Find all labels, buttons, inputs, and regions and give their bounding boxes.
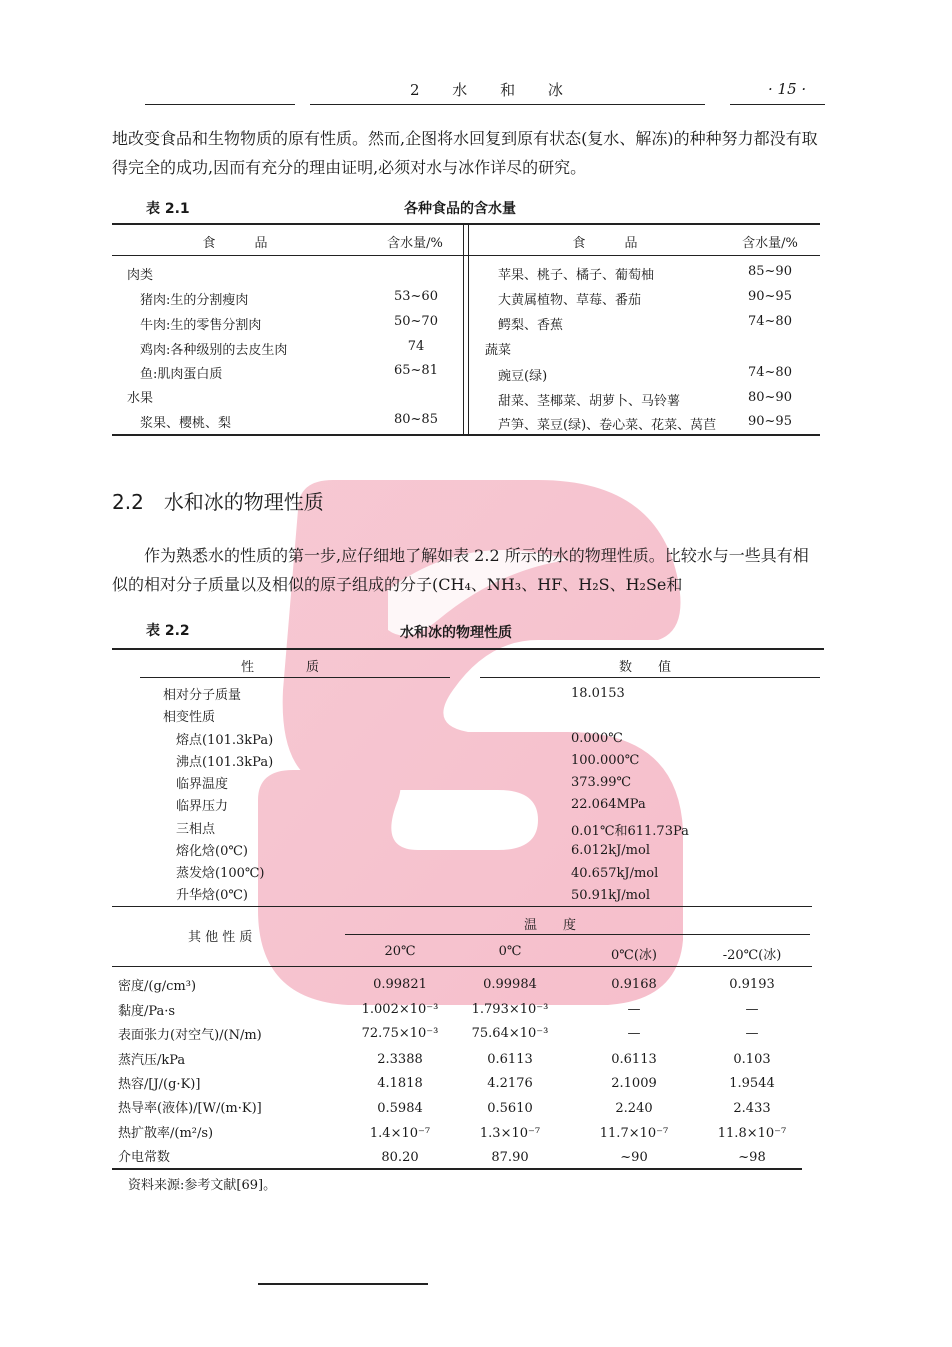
table2-other-value: ~98: [738, 1150, 766, 1165]
table2-prop-value: 40.657kJ/mol: [571, 866, 659, 881]
table1-header-water: 含水量/%: [742, 236, 798, 251]
table2-sub-rule: [112, 966, 812, 967]
table2-temp-col: -20℃(冰): [722, 948, 782, 963]
table2-other-value: 0.103: [733, 1052, 771, 1067]
table2-prop-value: 22.064MPa: [571, 797, 646, 812]
table2-other-value: 1.3×10⁻⁷: [479, 1126, 541, 1141]
table2-prop-value: 18.0153: [571, 686, 625, 701]
table2-header-rule: [480, 677, 820, 678]
table1-left-name: 鱼:肌肉蛋白质: [140, 367, 223, 382]
table2-other-value: 11.8×10⁻⁷: [717, 1126, 787, 1141]
table2-other-value: ~90: [620, 1150, 648, 1165]
table2-temp-col: 0℃(冰): [611, 948, 657, 963]
table2-other-value: 1.4×10⁻⁷: [369, 1126, 431, 1141]
table-footnote: 资料来源:参考文献[69]。: [128, 1178, 277, 1193]
table2-other-value: 4.1818: [377, 1076, 423, 1091]
table2-other-value: 2.433: [733, 1101, 771, 1116]
table2-other-value: 1.9544: [729, 1076, 775, 1091]
table2-other-value: 2.240: [615, 1101, 653, 1116]
table1-right-value: 74~80: [748, 365, 792, 380]
table2-other-name: 热容/[J/(g·K)]: [118, 1077, 201, 1092]
table1-right-name: 豌豆(绿): [498, 369, 548, 384]
table2-prop-name: 三相点: [176, 822, 216, 837]
table1-bottom-rule: [112, 434, 820, 436]
table2-other-value: 1.793×10⁻³: [471, 1002, 549, 1017]
header-rule: [310, 104, 705, 105]
table2-header-rule: [140, 677, 450, 678]
intro-paragraph: 地改变食品和生物物质的原有性质。然而,企图将水回复到原有状态(复水、解冻)的种种努力都没有取得完全的成功,因而有充分的理由证明,必须对水与冰作详尽的研究。: [112, 129, 818, 177]
table2-other-value: 2.1009: [611, 1076, 657, 1091]
table1-right-value: 74~80: [748, 314, 792, 329]
table2-prop-name: 熔化焓(0℃): [176, 844, 248, 859]
table2-other-name: 蒸汽压/kPa: [118, 1053, 186, 1068]
table1-right-value: 90~95: [748, 414, 792, 429]
table1-left-name: 肉类: [127, 268, 154, 283]
table1-right-name: 苹果、桃子、橘子、葡萄柚: [498, 268, 655, 283]
table1-right-value: 85~90: [748, 264, 792, 279]
table2-bottom-rule: [112, 1168, 802, 1170]
table1-right-name: 蔬菜: [485, 343, 512, 358]
section-heading: [112, 486, 324, 515]
table2-other-name: 密度/(g/cm³): [118, 979, 197, 994]
table1-right-name: 大黄属植物、草莓、番茄: [498, 293, 642, 308]
table2-other-value: 1.002×10⁻³: [361, 1002, 439, 1017]
table2-prop-name: 升华焓(0℃): [176, 888, 248, 903]
table1-left-value: 50~70: [394, 314, 438, 329]
table2-other-name: 热扩散率/(m²/s): [118, 1126, 214, 1141]
table2-other-value: —: [745, 1002, 759, 1017]
table2-other-value: —: [745, 1026, 759, 1041]
table2-other-value: 0.6113: [611, 1052, 657, 1067]
table1-divider: [463, 224, 469, 434]
table1-left-name: 牛肉:生的零售分割肉: [140, 318, 262, 333]
table2-other-value: 72.75×10⁻³: [361, 1026, 439, 1041]
table2-prop-name: 临界压力: [176, 799, 229, 814]
table2-prop-value: 0.000℃: [571, 731, 623, 746]
table1-left-name: 水果: [127, 391, 154, 406]
table2-prop-value: 6.012kJ/mol: [571, 843, 650, 858]
table1-right-value: 80~90: [748, 390, 792, 405]
header-rule: [730, 104, 825, 105]
table2-title: 水和冰的物理性质: [400, 625, 512, 641]
table2-other-value: 0.9168: [611, 977, 657, 992]
table2-other-name: 热导率(液体)/[W/(m·K)]: [118, 1101, 262, 1116]
table2-prop-name: 相对分子质量: [163, 688, 242, 703]
section-title: 水和冰的物理性质: [163, 490, 324, 514]
table1-left-value: 53~60: [394, 289, 438, 304]
section-number: 2.2: [112, 490, 144, 514]
table1-header-food: 食 品: [572, 236, 638, 251]
table2-temp-rule: [345, 934, 810, 935]
table2-other-value: —: [627, 1002, 641, 1017]
page-number: · 15 ·: [768, 80, 807, 98]
table2-other-name: 黏度/Pa·s: [118, 1004, 176, 1019]
table2-other-value: 0.99821: [373, 977, 427, 992]
table2-other-value: 4.2176: [487, 1076, 533, 1091]
table2-prop-value: 100.000℃: [571, 753, 640, 768]
table2-top-rule: [112, 648, 824, 650]
table2-temp-col: 20℃: [384, 944, 416, 959]
table1-left-value: 65~81: [394, 363, 438, 378]
table2-other-value: 75.64×10⁻³: [471, 1026, 549, 1041]
header-rule: [145, 104, 295, 105]
table2-other-value: 80.20: [381, 1150, 419, 1165]
table2-prop-name: 临界温度: [176, 777, 229, 792]
table2-other-value: 0.9193: [729, 977, 775, 992]
table2-other-header: 其 他 性 质: [188, 930, 253, 945]
table1-right-name: 甜菜、茎椰菜、胡萝卜、马铃薯: [498, 394, 681, 409]
table2-other-name: 介电常数: [118, 1150, 171, 1165]
scan-artifact-line: [258, 1283, 428, 1285]
table1-left-value: 80~85: [394, 412, 438, 427]
running-header-title: 2 水 和 冰: [410, 81, 577, 99]
table2-prop-name: 沸点(101.3kPa): [176, 755, 274, 770]
table2-other-value: —: [627, 1026, 641, 1041]
table2-other-value: 0.99984: [483, 977, 537, 992]
table1-label: 表 2.1: [146, 201, 190, 217]
table1-left-name: 浆果、樱桃、梨: [140, 416, 232, 431]
table2-mid-rule: [112, 906, 812, 907]
table2-temp-col: 0℃: [498, 944, 522, 959]
table2-prop-value: 0.01℃和611.73Pa: [571, 824, 689, 839]
table1-header-food: 食 品: [202, 236, 268, 251]
table1-left-name: 鸡肉:各种级别的去皮生肉: [140, 343, 288, 358]
table2-header-property: 性 质: [240, 660, 319, 675]
table1-left-name: 猪肉:生的分割瘦肉: [140, 293, 249, 308]
table1-right-value: 90~95: [748, 289, 792, 304]
table2-other-value: 11.7×10⁻⁷: [599, 1126, 669, 1141]
table2-other-name: 表面张力(对空气)/(N/m): [118, 1028, 262, 1043]
table2-other-value: 0.6113: [487, 1052, 533, 1067]
table2-other-value: 0.5610: [487, 1101, 533, 1116]
table1-right-name: 鳄梨、香蕉: [498, 318, 564, 333]
table2-prop-value: 373.99℃: [571, 775, 632, 790]
table2-prop-name: 相变性质: [163, 710, 216, 725]
table2-other-value: 87.90: [491, 1150, 529, 1165]
table2-other-value: 2.3388: [377, 1052, 423, 1067]
table2-temp-header: 温 度: [523, 918, 576, 933]
table2-other-value: 0.5984: [377, 1101, 423, 1116]
table2-prop-value: 50.91kJ/mol: [571, 888, 650, 903]
table2-prop-name: 熔点(101.3kPa): [176, 733, 274, 748]
table1-title: 各种食品的含水量: [404, 201, 516, 217]
table1-left-value: 74: [407, 339, 425, 354]
table2-label: 表 2.2: [146, 623, 190, 639]
table2-header-value: 数 值: [618, 660, 671, 675]
table2-prop-name: 蒸发焓(100℃): [176, 866, 265, 881]
section-paragraph: 作为熟悉水的性质的第一步,应仔细地了解如表 2.2 所示的水的物理性质。比较水与一些具有相似的相对分子质量以及相似的原子组成的分子(CH₄、NH₃、HF、H₂S、H₂Se和: [112, 546, 809, 594]
table1-header-water: 含水量/%: [387, 236, 443, 251]
table1-right-name: 芦笋、菜豆(绿)、卷心菜、花菜、莴苣: [498, 418, 717, 433]
